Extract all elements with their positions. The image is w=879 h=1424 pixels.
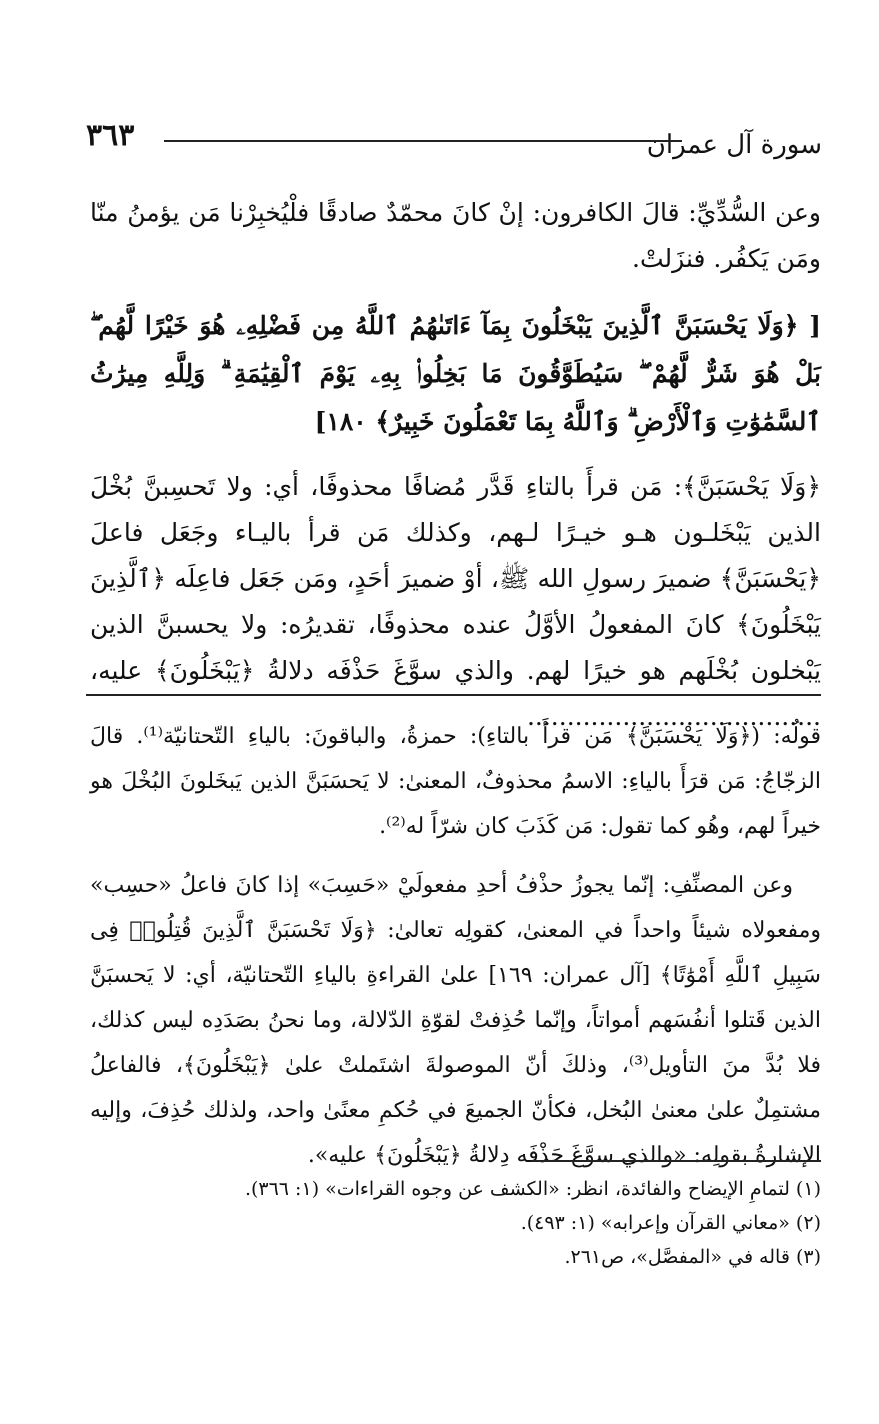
- commentary-paragraph-1: قولُه: (﴿وَلَا يَحْسَبَنَّ﴾ مَن قرأَ بالتاءِ): حمزةُ، والباقونَ: بالياءِ التّحتانيّة⁽¹⁾. قالَ الزجّاجُ: مَن قرَأَ بالياءِ: الاسمُ محذوفٌ، المعنىٰ: لا يَحسَبَنَّ الذين يَبخَلونَ البُخْلَ هو خيراً لهم، وهُو كما تقول: مَن كَذَبَ كان شرّاً له⁽²⁾.: [90, 724, 821, 839]
- footnote-2: (٢) «معاني القرآن وإعرابه» (١: ٤٩٣).: [520, 1212, 821, 1234]
- running-title: سورة آل عمران: [646, 130, 822, 160]
- footnotes: [90, 1172, 821, 1274]
- main-paragraph-1: وعن السُّدِّيِّ: قالَ الكافرون: إنْ كانَ محمّدٌ صادقًا فلْيُخبِرْنا مَن يؤمنُ منّا ومَن يَكفُر. فنزَلتْ.: [90, 198, 822, 273]
- main-text: [90, 190, 821, 740]
- commentary-paragraph-2: وعن المصنِّفِ: إنّما يجوزُ حذْفُ أحدِ مفعولَيْ «حَسِبَ» إذا كانَ فاعلُ «حسِب» ومفعولاه شيئاً واحداً في المعنىٰ، كقولِه تعالىٰ: ﴿وَلَا تَحْسَبَنَّ ٱلَّذِينَ قُتِلُوا۟ فِى سَبِيلِ ٱللَّهِ أَمْوَٰتًا﴾ [آل عمران: ١٦٩] علىٰ القراءةِ بالياءِ التّحتانيّة، أي: لا يَحسبَنَّ الذين قَتلوا أنفُسَهم أمواتاً، وإنّما حُذِفتْ لقوّةِ الدّلالة، وما نحنُ بصَدَدِه ليس كذلك، فلا بُدَّ منَ التأويل⁽³⁾، وذلكَ أنّ الموصولةَ اشتَملتْ علىٰ ﴿يَبْخَلُونَ﴾، فالفاعلُ مشتمِلٌ علىٰ معنىٰ البُخل، فكأنّ الجميعَ في حُكمِ معنًىٰ واحد، ولذلك حُذِفَ، وإليه الإشارةُ بقولِه: «والذي سوَّغَ حَذْفَه دِلالةُ ﴿يَبْخَلُونَ﴾ عليه».: [90, 873, 822, 1168]
- quran-verse: [ ﴿وَلَا يَحْسَبَنَّ ٱلَّذِينَ يَبْخَلُونَ بِمَآ ءَاتَىٰهُمُ ٱللَّهُ مِن فَضْلِهِۦ هُوَ خَيْرًا لَّهُم ۖ بَلْ هُوَ شَرٌّ لَّهُمْ ۖ سَيُطَوَّقُونَ مَا بَخِلُوا۟ بِهِۦ يَوْمَ ٱلْقِيَٰمَةِ ۗ وَلِلَّهِ مِيرَٰثُ ٱلسَّمَٰوَٰتِ وَٱلْأَرْضِ ۗ وَٱللَّهُ بِمَا تَعْمَلُونَ خَبِيرٌ﴾ ١٨٠]: [90, 311, 821, 436]
- footnote-rule: [531, 1160, 821, 1162]
- page-header: [86, 118, 822, 168]
- header-rule: [164, 140, 682, 142]
- commentary-separator: [86, 694, 821, 696]
- footnote-3: (٣) قاله في «المفصَّل»، ص٢٦١.: [564, 1246, 821, 1268]
- main-paragraph-2: ﴿وَلَا يَحْسَبَنَّ﴾: مَن قرأَ بالتاءِ قَدَّر مُضافًا محذوفًا، أي: ولا تَحسِبنَّ بُخْلَ الذين يَبْخَلـون هـو خيـرًا لـهم، وكذلك مَن قرأ باليـاء وجَعَل فاعلَ ﴿يَحْسَبَنَّ﴾ ضميرَ رسولِ الله ﷺ، أوْ ضميرَ أحَدٍ، ومَن جَعَل فاعِلَه ﴿ٱلَّذِينَ يَبْخَلُونَ﴾ كانَ المفعولُ الأوَّلُ عنده محذوفًا، تقديرُه: ولا يحسبنَّ الذين يَبْخلون بُخْلَهم هو خيرًا لهم. والذي سوَّغَ حَذْفَه دلالةُ ﴿يَبْخَلُونَ﴾ عليه، .....................................: [90, 472, 821, 731]
- page-number: ٣٦٣: [86, 118, 135, 153]
- footnote-1: (١) لتمامِ الإيضاح والفائدة، انظر: «الكشف عن وجوه القراءات» (١: ٣٦٦).: [244, 1178, 821, 1200]
- commentary-text: [90, 714, 821, 1178]
